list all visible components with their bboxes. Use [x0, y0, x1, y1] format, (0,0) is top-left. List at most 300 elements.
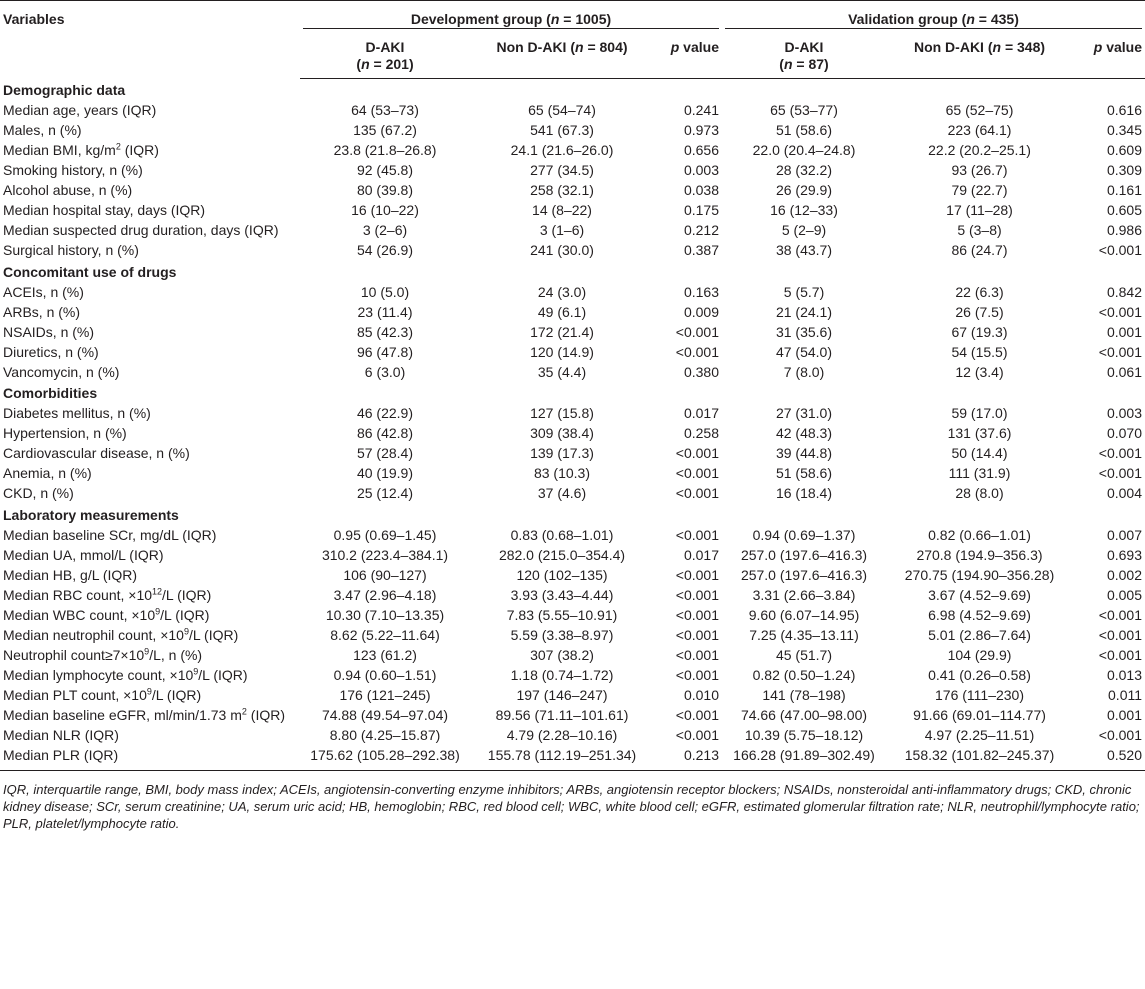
dev-non-daki-cell: 65 (54–74) [528, 102, 596, 118]
development-group-header [300, 1, 722, 34]
dev-daki-cell: 135 (67.2) [353, 122, 417, 138]
dev-p-value-cell: <0.001 [675, 566, 719, 583]
row-label [0, 241, 300, 261]
row-label-superscript: 9 [144, 645, 150, 656]
table-row [0, 362, 1145, 382]
dev-daki-cell: 3.47 (2.96–4.18) [333, 586, 437, 603]
row-label [0, 525, 300, 545]
val-daki-cell: 74.66 (47.00–98.00) [740, 706, 868, 723]
row-label-text: Median suspected drug duration, days (IQR) [3, 222, 279, 238]
val-p-value-cell: <0.001 [1098, 626, 1143, 643]
dev-p-value-cell: <0.001 [675, 485, 719, 501]
dev-daki-cell: 74.88 (49.54–97.04) [321, 706, 449, 723]
val-non-daki-cell: 65 (52–75) [945, 102, 1014, 118]
val-group-n: n [966, 11, 975, 27]
row-label-superscript: 12 [152, 585, 163, 596]
dev-daki-cell: 85 (42.3) [356, 323, 414, 340]
val-non-daki-cell: 67 (19.3) [951, 323, 1008, 340]
val-non-title: Non D-AKI ( [913, 39, 993, 55]
row-label [0, 101, 300, 121]
section-title: Laboratory measurements [3, 506, 179, 523]
dev-non-daki-header [470, 33, 654, 79]
section-header-row [0, 504, 1145, 526]
row-label-suffix: (IQR) [120, 142, 159, 158]
val-non-daki-cell: 5 (3–8) [957, 222, 1002, 238]
row-label [0, 141, 300, 161]
dev-daki-cell: 6 (3.0) [364, 363, 406, 380]
dev-non-title: Non D-AKI ( [496, 39, 575, 55]
dev-daki-cell: 0.95 (0.69–1.45) [333, 526, 437, 543]
val-non-daki-cell: 5.01 (2.86–7.64) [928, 626, 1031, 643]
table-row [0, 585, 1145, 605]
dev-daki-cell: 10 (5.0) [360, 283, 410, 300]
val-non-daki-cell: 28 (8.0) [955, 485, 1004, 501]
dev-non-daki-cell: 3 (1–6) [539, 222, 585, 238]
val-daki-cell: 51 (58.6) [775, 465, 833, 481]
dev-p-value-cell: <0.001 [675, 323, 719, 340]
row-label-text: Diabetes mellitus, n (%) [3, 405, 151, 421]
val-p-value-cell: 0.070 [1106, 425, 1143, 441]
val-daki-cell: 3.31 (2.66–3.84) [752, 586, 856, 603]
val-daki-title: D-AKI [784, 39, 824, 55]
val-non-daki-cell: 22.2 (20.2–25.1) [928, 142, 1031, 158]
dev-non-daki-cell: 120 (102–135) [516, 566, 608, 583]
val-non-daki-cell: 270.75 (194.90–356.28) [904, 566, 1055, 583]
dev-p-value-cell: 0.213 [654, 745, 722, 770]
dev-non-daki-cell: 127 (15.8) [530, 405, 594, 421]
val-non-daki-cell: 54 (15.5) [951, 343, 1008, 360]
val-p-value-cell: 0.005 [1106, 586, 1143, 603]
dev-non-daki-cell: 307 (38.2) [530, 646, 594, 663]
val-daki-cell: 0.94 (0.69–1.37) [752, 526, 856, 543]
row-label-suffix: /L, n (%) [149, 646, 203, 663]
table-row [0, 545, 1145, 565]
section-title: Comorbidities [3, 385, 98, 401]
validation-group-label [725, 11, 1142, 29]
val-daki-cell: 10.39 (5.75–18.12) [744, 726, 864, 743]
dev-non-daki-cell: 7.83 (5.55–10.91) [506, 606, 618, 623]
row-label-text: Median PLT count, ×10 [3, 686, 147, 703]
dev-daki-cell: 54 (26.9) [356, 242, 414, 258]
table-body [0, 79, 1145, 771]
val-p-value-cell: 0.986 [1106, 222, 1143, 238]
val-non-daki-cell: 86 (24.7) [951, 242, 1008, 258]
val-p-value-cell: 0.161 [1106, 182, 1143, 198]
dev-daki-cell: 123 (61.2) [353, 646, 417, 663]
row-label-suffix: /L (IQR) [151, 686, 202, 703]
row-label-text: Median UA, mmol/L (IQR) [3, 546, 164, 563]
dev-p-word: value [679, 39, 719, 55]
val-non-daki-cell: 50 (14.4) [951, 445, 1008, 461]
val-p-value-cell: 0.011 [1108, 686, 1143, 703]
table-row [0, 141, 1145, 161]
table-row [0, 645, 1145, 665]
dev-p-value-cell: <0.001 [675, 526, 719, 543]
val-p-value-cell: <0.001 [1098, 242, 1143, 258]
row-label-text: NSAIDs, n (%) [3, 323, 95, 340]
dev-p-value-cell: 0.017 [683, 405, 719, 421]
val-daki-header [722, 33, 886, 79]
table-row [0, 322, 1145, 342]
dev-non-daki-cell: 35 (4.4) [537, 363, 587, 380]
row-label-suffix: /L (IQR) [188, 626, 239, 643]
dev-p-letter: p [670, 39, 680, 55]
val-p-value-cell: 0.001 [1106, 706, 1143, 723]
section-header-row [0, 261, 1145, 283]
val-non-daki-cell: 104 (29.9) [947, 646, 1012, 663]
row-label-text: Smoking history, n (%) [3, 162, 143, 178]
val-non-daki-cell: 22 (6.3) [955, 283, 1004, 300]
row-label [0, 404, 300, 424]
dev-p-value-cell: <0.001 [675, 646, 719, 663]
val-daki-cell: 26 (29.9) [775, 182, 833, 198]
row-label-text: Alcohol abuse, n (%) [3, 182, 133, 198]
dev-non-daki-cell: 120 (14.9) [530, 343, 594, 360]
val-p-value-cell: 0.013 [1106, 666, 1143, 683]
row-label-text: Anemia, n (%) [3, 465, 92, 481]
dev-non-daki-cell: 172 (21.4) [530, 323, 594, 340]
dev-daki-cell: 16 (10–22) [351, 202, 419, 218]
row-label [0, 424, 300, 444]
dev-non-daki-cell: 49 (6.1) [537, 303, 587, 320]
val-non-daki-cell: 0.41 (0.26–0.58) [928, 666, 1031, 683]
val-non-daki-cell: 17 (11–28) [946, 202, 1013, 218]
row-label [0, 282, 300, 302]
dev-p-value-cell: <0.001 [675, 465, 719, 481]
dev-non-daki-cell: 241 (30.0) [530, 242, 594, 258]
val-p-letter: p [1093, 39, 1103, 55]
row-label-text: CKD, n (%) [3, 485, 74, 501]
row-label-text: Median lymphocyte count, ×10 [3, 666, 194, 683]
row-label-text: ACEIs, n (%) [3, 283, 84, 300]
val-p-value-cell: <0.001 [1098, 606, 1143, 623]
row-label-text: Median PLR (IQR) [3, 746, 119, 763]
dev-p-value-cell: <0.001 [675, 586, 719, 603]
row-label [0, 685, 300, 705]
dev-p-value-cell: <0.001 [675, 706, 719, 723]
row-label [0, 625, 300, 645]
dev-non-daki-cell: 1.18 (0.74–1.72) [510, 666, 614, 683]
table-row [0, 181, 1145, 201]
dev-daki-cell: 8.62 (5.22–11.64) [330, 626, 440, 643]
section-header-row [0, 79, 1145, 101]
val-p-value-cell: <0.001 [1098, 445, 1143, 461]
val-non-daki-cell: 26 (7.5) [955, 303, 1004, 320]
dev-daki-n: n [361, 56, 370, 72]
table-row [0, 484, 1145, 504]
dev-non-daki-cell: 155.78 (112.19–251.34) [470, 745, 654, 770]
row-label-superscript: 9 [155, 605, 161, 616]
dev-daki-cell: 8.80 (4.25–15.87) [329, 726, 441, 743]
row-label-text: Median NLR (IQR) [3, 726, 119, 743]
val-non-daki-cell: 223 (64.1) [947, 122, 1012, 138]
row-label-text: Median neutrophil count, ×10 [3, 626, 184, 643]
dev-non-daki-cell: 139 (17.3) [530, 445, 594, 461]
row-label [0, 545, 300, 565]
table-row [0, 525, 1145, 545]
table-row [0, 121, 1145, 141]
row-label-suffix: (IQR) [246, 706, 285, 723]
table-row [0, 201, 1145, 221]
val-non-daki-cell: 158.32 (101.82–245.37) [886, 745, 1073, 770]
dev-p-value-cell: 0.656 [683, 142, 719, 158]
row-label-text: Median age, years (IQR) [3, 102, 157, 118]
row-label [0, 302, 300, 322]
val-daki-cell: 31 (35.6) [775, 323, 833, 340]
row-label-text: Median WBC count, ×10 [3, 606, 156, 623]
dev-non-daki-cell: 0.83 (0.68–1.01) [510, 526, 614, 543]
variables-header [0, 1, 300, 79]
val-daki-cell: 7.25 (4.35–13.11) [749, 626, 859, 643]
dev-non-daki-cell: 89.56 (71.11–101.61) [495, 706, 629, 723]
table-row [0, 665, 1145, 685]
variables-header-text: Variables [3, 11, 65, 27]
val-p-value-cell: 0.001 [1106, 323, 1143, 340]
val-p-value-cell: <0.001 [1098, 726, 1143, 743]
dev-daki-cell: 10.30 (7.10–13.35) [325, 606, 445, 623]
row-label [0, 464, 300, 484]
row-label [0, 444, 300, 464]
val-p-value-cell: 0.605 [1106, 202, 1143, 218]
val-non-daki-cell: 93 (26.7) [951, 162, 1008, 178]
val-p-value-cell: 0.616 [1106, 102, 1143, 118]
dev-non-daki-cell: 5.59 (3.38–8.97) [510, 626, 614, 643]
val-daki-open: ( [779, 56, 784, 72]
val-daki-cell: 257.0 (197.6–416.3) [740, 566, 868, 583]
table-row [0, 101, 1145, 121]
table-row [0, 342, 1145, 362]
dev-group-suffix: = 1005) [559, 11, 612, 27]
dev-non-daki-cell: 83 (10.3) [533, 465, 591, 481]
val-daki-cell: 22.0 (20.4–24.8) [752, 142, 856, 158]
table-row [0, 221, 1145, 241]
dev-non-daki-cell: 197 (146–247) [516, 686, 608, 703]
dev-daki-cell: 25 (12.4) [356, 485, 414, 501]
dev-daki-cell: 0.94 (0.60–1.51) [333, 666, 437, 683]
val-daki-cell: 45 (51.7) [775, 646, 833, 663]
val-daki-cell: 21 (24.1) [775, 303, 833, 320]
row-label [0, 342, 300, 362]
row-label-text: Median BMI, kg/m [3, 142, 116, 158]
row-label [0, 121, 300, 141]
dev-p-value-header [654, 33, 722, 79]
row-label-text: Median hospital stay, days (IQR) [3, 202, 206, 218]
val-p-value-cell: 0.842 [1106, 283, 1143, 300]
dev-p-value-cell: 0.241 [683, 102, 719, 118]
row-label-text: Diuretics, n (%) [3, 343, 99, 360]
val-non-daki-header [886, 33, 1073, 79]
dev-daki-cell: 3 (2–6) [362, 222, 408, 238]
dev-p-value-cell: 0.010 [683, 686, 719, 703]
row-label [0, 725, 300, 745]
val-p-value-cell: 0.609 [1106, 142, 1143, 158]
val-non-daki-cell: 59 (17.0) [951, 405, 1008, 421]
val-daki-cell: 5 (5.7) [783, 283, 825, 300]
section-header-row [0, 382, 1145, 404]
dev-p-value-cell: 0.212 [683, 222, 719, 238]
val-non-daki-cell: 6.98 (4.52–9.69) [928, 606, 1031, 623]
val-daki-cell: 38 (43.7) [775, 242, 833, 258]
val-daki-cell: 257.0 (197.6–416.3) [740, 546, 868, 563]
row-label [0, 745, 300, 770]
val-daki-count: = 87) [792, 56, 829, 72]
dev-p-value-cell: 0.387 [683, 242, 719, 258]
val-daki-cell: 7 (8.0) [783, 363, 825, 380]
development-group-label [303, 11, 719, 29]
dev-daki-open: ( [356, 56, 362, 72]
row-label-text: Surgical history, n (%) [3, 242, 139, 258]
dev-group-n: n [550, 11, 560, 27]
row-label-text: Hypertension, n (%) [3, 425, 127, 441]
val-p-value-cell: <0.001 [1098, 303, 1143, 320]
dev-non-daki-cell: 282.0 (215.0–354.4) [498, 546, 626, 563]
val-non-daki-cell: 79 (22.7) [951, 182, 1008, 198]
val-p-value-header [1073, 33, 1145, 79]
val-p-value-cell: 0.061 [1106, 363, 1143, 380]
val-p-value-cell: 0.520 [1073, 745, 1145, 770]
dev-daki-cell: 310.2 (223.4–384.1) [321, 546, 449, 563]
dev-group-prefix: Development group ( [410, 11, 551, 27]
row-label-text: Median HB, g/L (IQR) [3, 566, 138, 583]
validation-group-header [722, 1, 1145, 34]
dev-p-value-cell: 0.009 [683, 303, 719, 320]
row-label [0, 605, 300, 625]
val-p-value-cell: 0.007 [1106, 526, 1143, 543]
row-label-superscript: 9 [193, 665, 199, 676]
row-label [0, 565, 300, 585]
dev-daki-cell: 40 (19.9) [356, 465, 414, 481]
val-daki-cell: 39 (44.8) [775, 445, 833, 461]
row-label-text: Neutrophil count≥7×10 [3, 646, 145, 663]
val-p-value-cell: <0.001 [1098, 343, 1143, 360]
dev-non-daki-cell: 4.79 (2.28–10.16) [506, 726, 618, 743]
val-non-daki-cell: 0.82 (0.66–1.01) [928, 526, 1031, 543]
dev-non-daki-cell: 258 (32.1) [530, 182, 594, 198]
row-label-text: Males, n (%) [3, 122, 82, 138]
dev-p-value-cell: 0.017 [683, 546, 719, 563]
val-p-value-cell: 0.003 [1106, 405, 1143, 421]
val-daki-cell: 42 (48.3) [775, 425, 833, 441]
row-label [0, 362, 300, 382]
val-group-suffix: = 435) [974, 11, 1019, 27]
row-label-superscript: 2 [241, 705, 247, 716]
table-row [0, 444, 1145, 464]
dev-daki-cell: 176 (121–245) [339, 686, 431, 703]
val-daki-cell: 166.28 (91.89–302.49) [722, 745, 886, 770]
row-label-superscript: 9 [183, 625, 189, 636]
dev-non-daki-cell: 14 (8–22) [532, 202, 592, 218]
dev-daki-header [300, 33, 470, 79]
val-p-value-cell: 0.002 [1106, 566, 1143, 583]
val-p-value-cell: <0.001 [1098, 646, 1143, 663]
dev-non-daki-cell: 3.93 (3.43–4.44) [510, 586, 614, 603]
dev-non-daki-cell: 24.1 (21.6–26.0) [510, 142, 614, 158]
val-daki-cell: 65 (53–77) [770, 102, 838, 118]
val-p-value-cell: 0.345 [1106, 122, 1143, 138]
row-label-text: Vancomycin, n (%) [3, 363, 120, 380]
val-daki-cell: 16 (12–33) [770, 202, 838, 218]
dev-daki-cell: 106 (90–127) [343, 566, 427, 583]
table-row [0, 464, 1145, 484]
dev-p-value-cell: 0.163 [683, 283, 719, 300]
val-p-value-cell: 0.004 [1106, 485, 1143, 501]
row-label [0, 161, 300, 181]
dev-non-daki-cell: 309 (38.4) [530, 425, 594, 441]
val-p-value-cell: 0.309 [1106, 162, 1143, 178]
dev-daki-cell: 46 (22.9) [356, 405, 414, 421]
dev-p-value-cell: 0.003 [683, 162, 719, 178]
table-row [0, 605, 1145, 625]
val-non-daki-cell: 270.8 (194.9–356.3) [916, 546, 1043, 563]
row-label-text: ARBs, n (%) [3, 303, 81, 320]
row-label-suffix: /L (IQR) [162, 586, 212, 603]
table-footnote: IQR, interquartile range, BMI, body mass index; ACEIs, angiotensin-converting enzyme inhibitors; ARBs, angiotensin receptor blockers; NSAIDs, nonsteroidal anti-inflammatory drugs; CKD, chronic kidney disease; SCr, serum creatinine; UA, serum uric acid; HB, hemoglobin; RBC, red blood cell; WBC, white blood cell; eGFR, estimated glomerular filtration rate; NLR, neutrophil/lymphocyte ratio; PLR, platelet/lymphocyte ratio. [3, 781, 1140, 831]
val-non-n: n [992, 39, 1002, 55]
dev-p-value-cell: 0.258 [683, 425, 719, 441]
table-row [0, 282, 1145, 302]
val-daki-cell: 28 (32.2) [775, 162, 833, 178]
table-row [0, 745, 1145, 770]
row-label-text: Median baseline eGFR, ml/min/1.73 m [3, 706, 242, 723]
val-non-daki-cell: 4.97 (2.25–11.51) [924, 726, 1035, 743]
row-label [0, 221, 300, 241]
row-label-text: Cardiovascular disease, n (%) [3, 445, 190, 461]
dev-daki-cell: 23.8 (21.8–26.8) [333, 142, 437, 158]
section-title: Demographic data [3, 82, 126, 98]
row-label [0, 645, 300, 665]
dev-daki-cell: 175.62 (105.28–292.38) [300, 745, 470, 770]
table-row [0, 424, 1145, 444]
dev-non-n: n [575, 39, 584, 55]
dev-non-count: = 804) [583, 39, 628, 55]
row-label-superscript: 9 [146, 685, 152, 696]
val-daki-n: n [783, 56, 793, 72]
val-daki-cell: 47 (54.0) [775, 343, 833, 360]
row-label-suffix: /L (IQR) [160, 606, 210, 623]
row-label [0, 322, 300, 342]
row-label [0, 181, 300, 201]
row-label-superscript: 2 [115, 141, 121, 152]
row-label [0, 484, 300, 504]
row-label-suffix: /L (IQR) [198, 666, 248, 683]
dev-daki-title: D-AKI [365, 39, 405, 55]
val-non-count: = 348) [1001, 39, 1046, 55]
table-row [0, 725, 1145, 745]
row-label [0, 705, 300, 725]
dev-p-value-cell: 0.380 [683, 363, 719, 380]
dev-p-value-cell: <0.001 [675, 726, 719, 743]
table-row [0, 625, 1145, 645]
row-label-text: Median baseline SCr, mg/dL (IQR) [3, 526, 217, 543]
dev-p-value-cell: <0.001 [675, 343, 719, 360]
val-daki-cell: 16 (18.4) [775, 485, 833, 501]
table-row [0, 705, 1145, 725]
dev-daki-cell: 80 (39.8) [356, 182, 414, 198]
header-row-groups [0, 1, 1145, 34]
val-daki-cell: 27 (31.0) [775, 405, 833, 421]
table-row [0, 404, 1145, 424]
val-p-value-cell: 0.693 [1106, 546, 1143, 563]
val-daki-cell: 51 (58.6) [775, 122, 833, 138]
table-row [0, 685, 1145, 705]
dev-p-value-cell: <0.001 [675, 626, 719, 643]
table-row [0, 565, 1145, 585]
row-label [0, 585, 300, 605]
section-title: Concomitant use of drugs [3, 263, 177, 280]
val-non-daki-cell: 131 (37.6) [947, 425, 1012, 441]
val-non-daki-cell: 3.67 (4.52–9.69) [928, 586, 1031, 603]
val-p-word: value [1102, 39, 1143, 55]
